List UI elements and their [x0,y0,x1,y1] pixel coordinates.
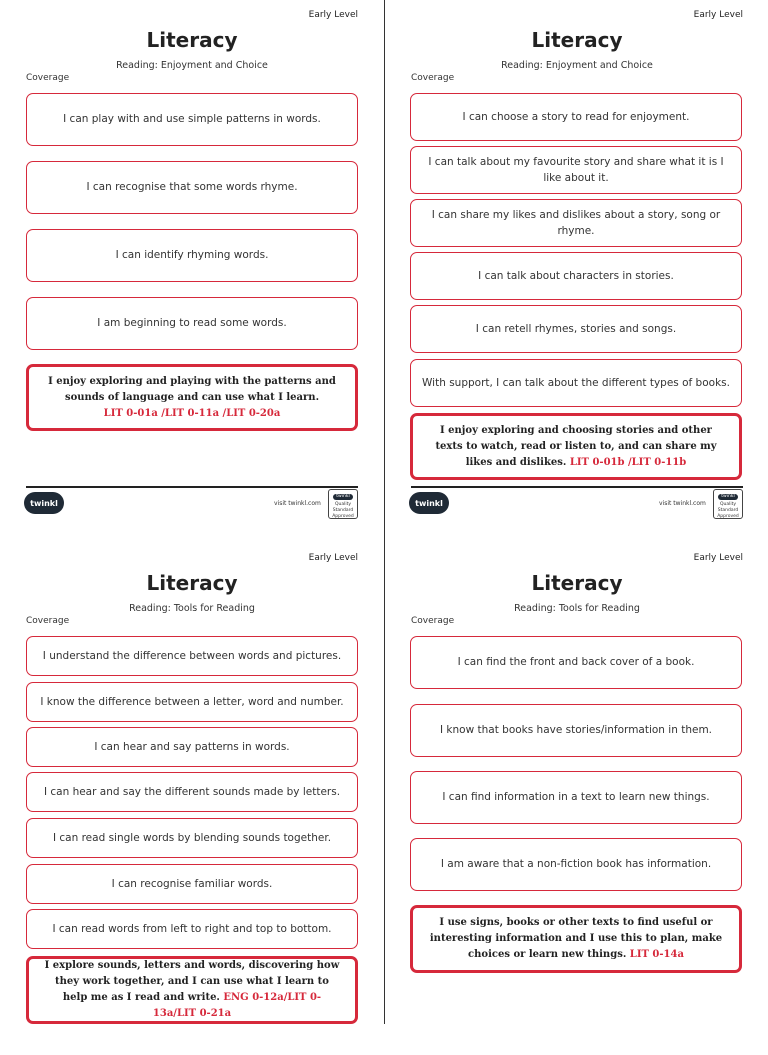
statement-box: I can read words from left to right and top to bottom. [26,909,358,949]
statement-box: I can recognise that some words rhyme. [26,161,358,214]
statement-box: I understand the difference between words and pictures. [26,636,358,676]
level-label: Early Level [693,553,743,563]
quality-badge-icon: twinkl Quality Standard Approved [713,489,743,519]
sheet-title: Literacy [146,28,238,52]
summary-box [26,364,358,431]
coverage-label: Coverage [411,616,455,626]
coverage-label: Coverage [26,616,70,626]
summary-box [26,956,358,1024]
summary-box [410,905,742,973]
sheet-title: Literacy [531,28,623,52]
summary-text: I enjoy exploring and choosing stories and other texts to watch, read or listen to, and can share my likes and dislikes. [435,424,717,468]
statement-box: I am beginning to read some words. [26,297,358,350]
summary-text: I use signs, books or other texts to find useful or interesting information and I use this to plan, make choices or learn new things. [429,917,723,960]
statement-box: I can talk about characters in stories. [410,252,742,300]
statement-box: I can choose a story to read for enjoyment. [410,93,742,141]
sheet-subtitle: Reading: Tools for Reading [129,603,255,614]
curriculum-codes: LIT 0-14a [629,949,684,960]
statement-box: I can share my likes and dislikes about a story, song or rhyme. [410,199,742,247]
sheet-subtitle: Reading: Enjoyment and Choice [501,60,653,71]
statement-box: I can find information in a text to learn new things. [410,771,742,824]
statement-box: I can hear and say the different sounds made by letters. [26,772,358,812]
summary-box [410,413,742,480]
statement-box: With support, I can talk about the different types of books. [410,359,742,407]
statement-box: I know the difference between a letter, word and number. [26,682,358,722]
summary-text: I explore sounds, letters and words, discovering how they work together, and I can use what I learn to help me as I read and write. [44,960,340,1003]
coverage-label: Coverage [26,73,70,83]
sheet-title: Literacy [146,571,238,595]
sheet-tools-reading-1 [0,543,384,1055]
quality-badge-icon: twinkl Quality Standard Approved [328,489,358,519]
visit-link[interactable]: visit twinkl.com [659,500,706,507]
twinkl-logo: twinkl [24,492,64,514]
sheet-enjoyment-choice-1 [0,0,384,519]
statement-box: I am aware that a non-fiction book has information. [410,838,742,891]
level-label: Early Level [693,10,743,20]
sheet-subtitle: Reading: Tools for Reading [514,603,640,614]
footer-divider [26,486,358,488]
statement-box: I can identify rhyming words. [26,229,358,282]
level-label: Early Level [308,10,358,20]
coverage-label: Coverage [411,73,455,83]
statement-box: I can read single words by blending sounds together. [26,818,358,858]
statement-box: I know that books have stories/information in them. [410,704,742,757]
sheet-subtitle: Reading: Enjoyment and Choice [116,60,268,71]
statement-box: I can hear and say patterns in words. [26,727,358,767]
statement-box: I can talk about my favourite story and share what it is I like about it. [410,146,742,194]
footer-divider [411,486,743,488]
curriculum-codes: LIT 0-01a /LIT 0-11a /LIT 0-20a [103,407,281,419]
summary-text: I enjoy exploring and playing with the patterns and sounds of language and can use what I learn. [48,375,336,403]
statement-box: I can retell rhymes, stories and songs. [410,305,742,353]
curriculum-codes: ENG 0-12a/LIT 0-13a/LIT 0-21a [152,992,322,1019]
statement-box: I can recognise familiar words. [26,864,358,904]
statement-box: I can play with and use simple patterns in words. [26,93,358,146]
visit-link[interactable]: visit twinkl.com [274,500,321,507]
twinkl-logo: twinkl [409,492,449,514]
statement-box: I can find the front and back cover of a book. [410,636,742,689]
sheet-tools-reading-2 [385,543,768,1055]
level-label: Early Level [308,553,358,563]
curriculum-codes: LIT 0-01b /LIT 0-11b [569,456,687,468]
sheet-title: Literacy [531,571,623,595]
sheet-enjoyment-choice-2 [385,0,768,519]
